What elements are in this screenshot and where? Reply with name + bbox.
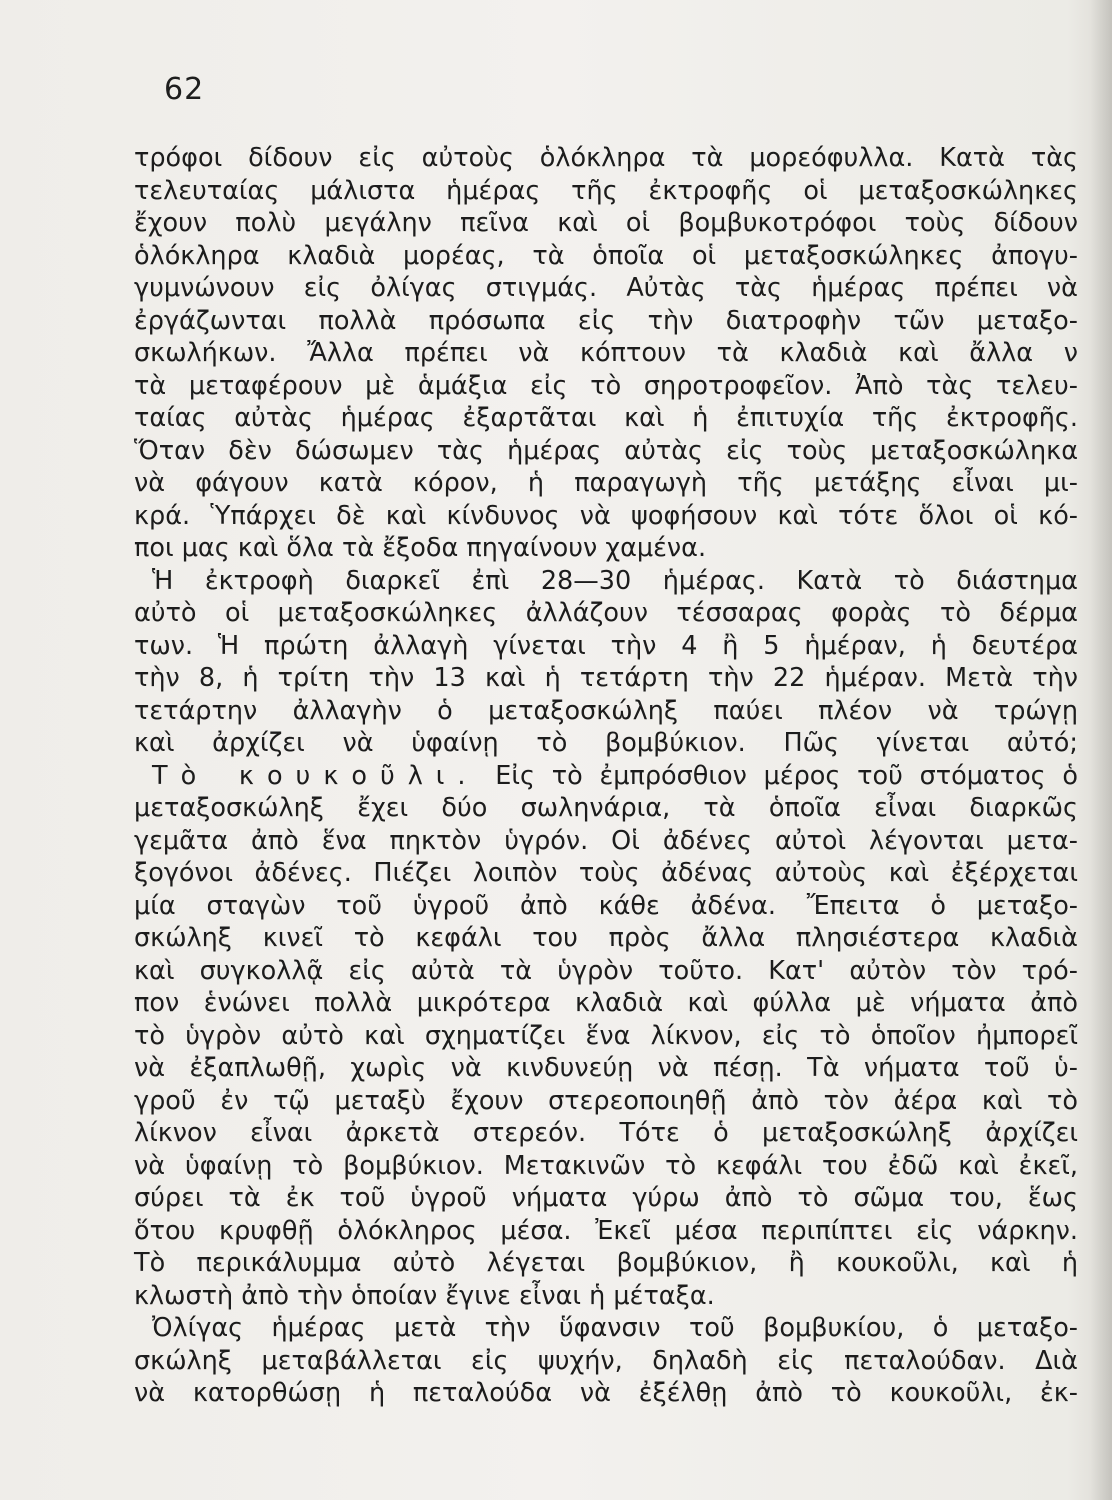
text-line: σκώληξ μεταβάλλεται εἰς ψυχήν, δηλαδὴ εἰς πεταλούδαν. Διὰ xyxy=(134,1345,1078,1376)
text-line: πον ἑνώνει πολλὰ μικρότερα κλαδιὰ καὶ φύλλα μὲ νήματα ἀπὸ xyxy=(134,988,1078,1018)
text-line: νὰ φάγουν κατὰ κόρον, ἡ παραγωγὴ τῆς μετάξης εἶναι μι- xyxy=(134,468,1078,498)
text-line: Ἡ ἐκτροφὴ διαρκεῖ ἐπὶ 28—30 ἡμέρας. Κατὰ τὸ διάστημα xyxy=(152,565,1078,596)
text-line: γροῦ ἐν τῷ μεταξὺ ἔχουν στερεοποιηθῇ ἀπὸ τὸν ἀέρα καὶ τὸ xyxy=(134,1085,1078,1116)
text-line: ἔχουν πολὺ μεγάλην πεῖνα καὶ οἱ βομβυκοτρόφοι τοὺς δίδουν xyxy=(134,208,1078,238)
text-line-rest: Εἰς τὸ ἐμπρόσθιον μέρος τοῦ στόματος ὁ xyxy=(495,760,1078,791)
text-line: κλωστὴ ἀπὸ τὴν ὁποίαν ἔγινε εἶναι ἡ μέταξα. xyxy=(134,1280,715,1311)
page-edge-shadow xyxy=(1090,0,1112,1500)
text-line: τὴν 8, ἡ τρίτη τὴν 13 καὶ ἡ τετάρτη τὴν 22 ἡμέραν. Μετὰ τὴν xyxy=(134,663,1078,693)
text-line: τὸ ὑγρὸν αὐτὸ καὶ σχηματίζει ἕνα λίκνον, εἰς τὸ ὁποῖον ἠμπορεῖ xyxy=(134,1020,1078,1051)
text-line: γεμᾶτα ἀπὸ ἕνα πηκτὸν ὑγρόν. Οἱ ἀδένες αὐτοὶ λέγονται μετα- xyxy=(134,825,1078,856)
text-line: αὐτὸ οἱ μεταξοσκώληκες ἀλλάζουν τέσσαρας φορὰς τὸ δέρμα xyxy=(134,598,1078,628)
text-line: Τὸ περικάλυμμα αὐτὸ λέγεται βομβύκιον, ἢ κουκοῦλι, καὶ ἡ xyxy=(134,1248,1078,1278)
text-line: ξογόνοι ἀδένες. Πιέζει λοιπὸν τοὺς ἀδένας αὐτοὺς καὶ ἐξέρχεται xyxy=(134,858,1078,888)
text-line: Ὅταν δὲν δώσωμεν τὰς ἡμέρας αὐτὰς εἰς τοὺς μεταξοσκώληκα xyxy=(134,435,1078,466)
page-number: 62 xyxy=(164,72,205,107)
text-line: ἐργάζωνται πολλὰ πρόσωπα εἰς τὴν διατροφὴν τῶν μεταξο- xyxy=(134,305,1078,336)
text-line: καὶ ἀρχίζει νὰ ὑφαίνῃ τὸ βομβύκιον. Πῶς γίνεται αὐτό; xyxy=(134,728,1078,758)
text-line: Ὀλίγας ἡμέρας μετὰ τὴν ὕφανσιν τοῦ βομβυκίου, ὁ μεταξο- xyxy=(152,1313,1078,1343)
text-line: τετάρτην ἀλλαγὴν ὁ μεταξοσκώληξ παύει πλέον νὰ τρώγῃ xyxy=(134,695,1078,726)
text-line: σκωλήκων. Ἄλλα πρέπει νὰ κόπτουν τὰ κλαδιὰ καὶ ἄλλα ν xyxy=(134,338,1078,368)
text-line: ποι μας καὶ ὅλα τὰ ἔξοδα πηγαίνουν χαμένα. xyxy=(134,533,707,563)
text-line: σύρει τὰ ἐκ τοῦ ὑγροῦ νήματα γύρω ἀπὸ τὸ σῶμα του, ἕως xyxy=(134,1183,1078,1213)
text-line: καὶ συγκολλᾷ εἰς αὐτὰ τὰ ὑγρὸν τοῦτο. Κατ' αὐτὸν τὸν τρό- xyxy=(134,955,1078,986)
section-heading-line xyxy=(134,760,1078,793)
text-line: γυμνώνουν εἰς ὀλίγας στιγμάς. Αὐτὰς τὰς ἡμέρας πρέπει νὰ xyxy=(134,273,1078,303)
section-heading: Τὸ κουκοῦλι. xyxy=(152,760,479,791)
text-line: νὰ ἐξαπλωθῇ, χωρὶς νὰ κινδυνεύῃ νὰ πέσῃ. Τὰ νήματα τοῦ ὑ- xyxy=(134,1053,1078,1083)
text-line: ὁλόκληρα κλαδιὰ μορέας, τὰ ὁποῖα οἱ μεταξοσκώληκες ἀπογυ- xyxy=(134,240,1078,271)
text-line: των. Ἡ πρώτη ἀλλαγὴ γίνεται τὴν 4 ἢ 5 ἡμέραν, ἡ δευτέρα xyxy=(134,630,1078,661)
text-line: μεταξοσκώληξ ἔχει δύο σωληνάρια, τὰ ὁποῖα εἶναι διαρκῶς xyxy=(134,793,1078,823)
text-line: νὰ ὑφαίνῃ τὸ βομβύκιον. Μετακινῶν τὸ κεφάλι του ἐδῶ καὶ ἐκεῖ, xyxy=(134,1150,1078,1181)
text-line: ὅτου κρυφθῇ ὁλόκληρος μέσα. Ἐκεῖ μέσα περιπίπτει εἰς νάρκην. xyxy=(134,1215,1078,1246)
text-line: μία σταγὼν τοῦ ὑγροῦ ἀπὸ κάθε ἀδένα. Ἔπειτα ὁ μεταξο- xyxy=(134,890,1078,921)
text-body xyxy=(134,142,1078,1410)
text-line: τρόφοι δίδουν εἰς αὐτοὺς ὁλόκληρα τὰ μορεόφυλλα. Κατὰ τὰς xyxy=(134,143,1078,173)
text-line: σκώληξ κινεῖ τὸ κεφάλι του πρὸς ἄλλα πλησιέστερα κλαδιὰ xyxy=(134,923,1078,953)
text-line: λίκνον εἶναι ἀρκετὰ στερεόν. Τότε ὁ μεταξοσκώληξ ἀρχίζει xyxy=(134,1118,1078,1148)
text-line: ταίας αὐτὰς ἡμέρας ἐξαρτᾶται καὶ ἡ ἐπιτυχία τῆς ἐκτροφῆς. xyxy=(134,403,1078,433)
text-line: τελευταίας μάλιστα ἡμέρας τῆς ἐκτροφῆς οἱ μεταξοσκώληκες xyxy=(134,175,1078,206)
text-line: κρά. Ὑπάρχει δὲ καὶ κίνδυνος νὰ ψοφήσουν καὶ τότε ὅλοι οἱ κό- xyxy=(134,500,1078,531)
text-line: νὰ κατορθώσῃ ἡ πεταλούδα νὰ ἐξέλθῃ ἀπὸ τὸ κουκοῦλι, ἐκ- xyxy=(134,1378,1078,1408)
text-line: τὰ μεταφέρουν μὲ ἁμάξια εἰς τὸ σηροτροφεῖον. Ἀπὸ τὰς τελευ- xyxy=(134,370,1078,401)
